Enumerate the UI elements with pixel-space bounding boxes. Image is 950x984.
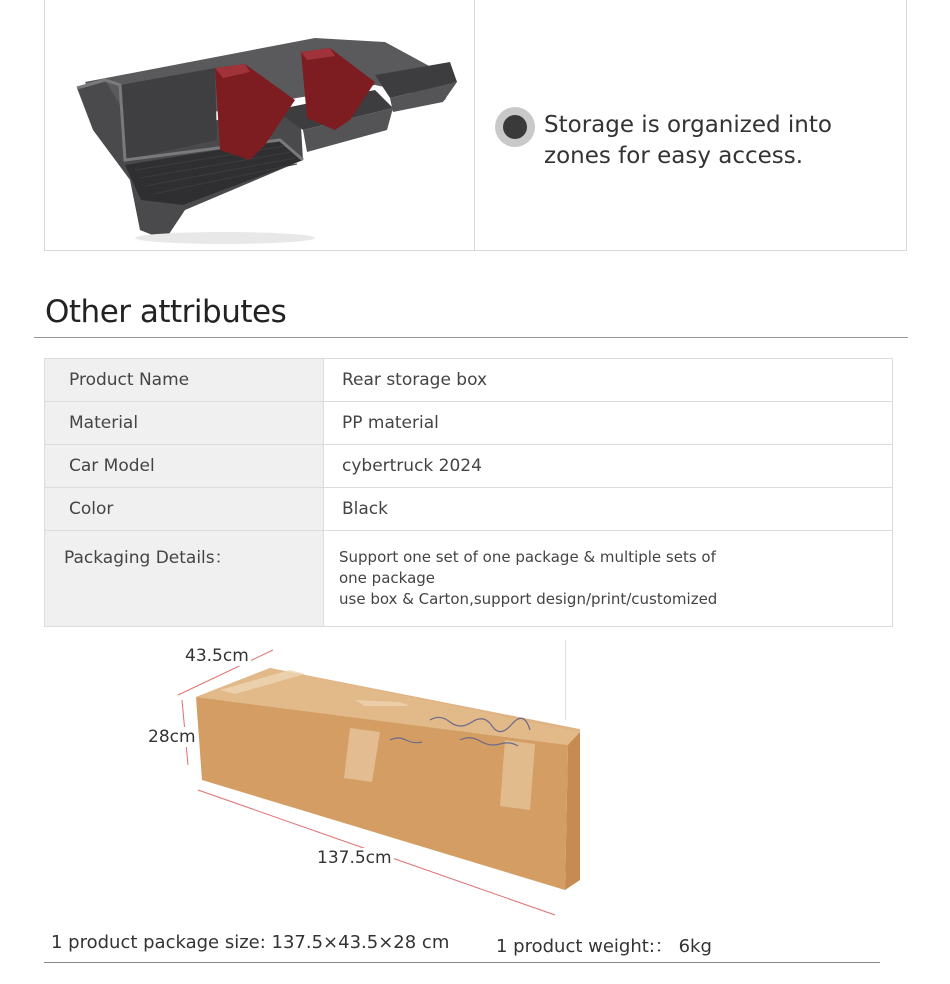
table-row <box>45 488 893 531</box>
attribute-value: PP material <box>324 402 893 445</box>
attributes-table <box>44 358 893 627</box>
dimension-height-label: 28cm <box>148 727 196 747</box>
attribute-label: Car Model <box>45 445 324 488</box>
packaging-line: use box & Carton,support design/print/customized <box>339 590 718 608</box>
attribute-label: Product Name <box>45 359 324 402</box>
dimension-width-label: 43.5cm <box>185 646 249 666</box>
feature-caption: Storage is organized into zones for easy access. <box>544 112 832 169</box>
table-row <box>45 359 893 402</box>
bullet-icon <box>495 107 535 147</box>
feature-block <box>44 0 907 251</box>
table-row <box>45 445 893 488</box>
table-row <box>45 402 893 445</box>
attribute-label: Material <box>45 402 324 445</box>
attribute-value: cybertruck 2024 <box>324 445 893 488</box>
packaging-line: Support one set of one package & multiple sets of <box>339 548 716 566</box>
package-size-text: 1 product package size: 137.5×43.5×28 cm <box>51 932 450 953</box>
packaging-line: one package <box>339 569 436 587</box>
attribute-value: Rear storage box <box>324 359 893 402</box>
storage-box-illustration <box>45 0 475 251</box>
carton-box-illustration <box>140 640 580 930</box>
package-weight-text: 1 product weight:： 6kg <box>496 936 712 957</box>
feature-text-panel <box>475 0 906 250</box>
dimension-length-label: 137.5cm <box>317 848 392 868</box>
attribute-label: Color <box>45 488 324 531</box>
bottom-divider <box>44 962 880 963</box>
packaging-value <box>324 531 893 627</box>
table-row-packaging <box>45 531 893 627</box>
section-title: Other attributes <box>45 294 287 330</box>
section-divider <box>34 337 908 338</box>
attribute-value: Black <box>324 488 893 531</box>
storage-box-image <box>45 0 475 250</box>
packaging-label: Packaging Details： <box>45 531 324 627</box>
